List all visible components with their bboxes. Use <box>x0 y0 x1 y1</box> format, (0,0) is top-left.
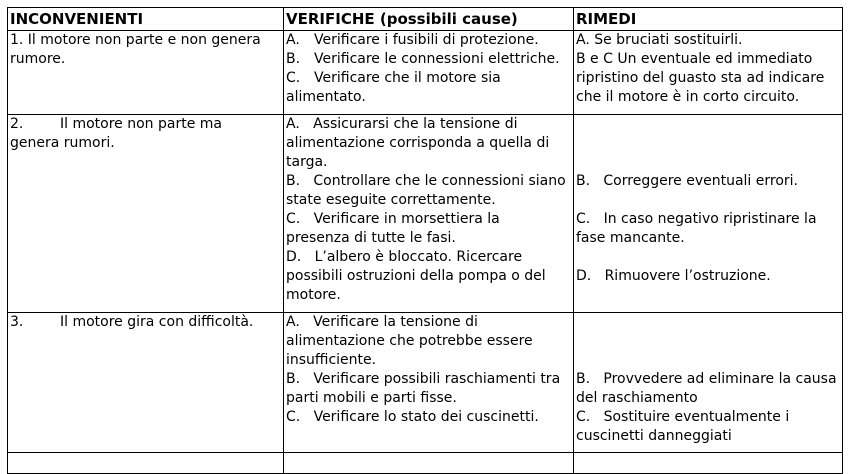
problem-text: Il motore non parte ma <box>60 116 222 132</box>
remedy-line: D. Rimuovere l’ostruzione. <box>576 268 771 284</box>
checks-cell <box>284 115 574 312</box>
header-inconvenienti: INCONVENIENTI <box>8 8 284 30</box>
checks-cell <box>284 453 574 473</box>
problem-cell <box>8 31 284 114</box>
remedies-cell <box>574 31 842 114</box>
remedy-line: A. Se bruciati sostituirli. <box>576 32 743 48</box>
check-line: targa. <box>286 154 328 170</box>
problem-line <box>10 115 281 134</box>
check-line <box>286 69 571 88</box>
problem-line: genera rumori. <box>10 135 115 151</box>
check-letter: A. <box>286 32 300 48</box>
header-verifiche: VERIFICHE (possibili cause) <box>284 8 574 30</box>
check-line: state eseguite correttamente. <box>286 192 496 208</box>
check-line: B. Verificare possibili raschiamenti tra <box>286 371 561 387</box>
remedy-line: C. Sostituire eventualmente i <box>576 409 790 425</box>
check-letter: C. <box>286 70 301 86</box>
remedy-line: che il motore è in corto circuito. <box>576 89 800 105</box>
table-row <box>8 115 842 313</box>
remedies-cell <box>574 313 842 452</box>
check-line: C. Verificare lo stato dei cuscinetti. <box>286 409 539 425</box>
problem-cell <box>8 453 284 473</box>
check-text: Verificare le connessioni elettriche. <box>314 51 560 67</box>
table-header-row <box>8 8 842 31</box>
table-row <box>8 313 842 453</box>
problem-line <box>10 313 281 332</box>
remedy-line: B e C Un eventuale ed immediato <box>576 51 813 67</box>
check-text: Verificare i fusibili di protezione. <box>314 32 539 48</box>
remedy-line: del raschiamento <box>576 390 698 406</box>
check-line: insufficiente. <box>286 352 377 368</box>
check-line <box>286 88 571 107</box>
remedy-line: cuscinetti danneggiati <box>576 428 732 444</box>
problem-cell <box>8 115 284 312</box>
remedies-cell <box>574 453 842 473</box>
troubleshooting-table <box>7 7 843 474</box>
remedy-line: ripristino del guasto sta ad indicare <box>576 70 825 86</box>
check-line: presenza di tutte le fasi. <box>286 230 456 246</box>
table-row <box>8 31 842 115</box>
check-line: A. Assicurarsi che la tensione di <box>286 116 518 132</box>
check-letter: B. <box>286 51 301 67</box>
checks-cell <box>284 313 574 452</box>
check-line: C. Verificare in morsettiera la <box>286 211 500 227</box>
check-line <box>286 50 571 69</box>
check-line <box>286 31 571 50</box>
remedy-line: B. Correggere eventuali errori. <box>576 173 799 189</box>
check-text: alimentato. <box>286 89 366 105</box>
remedy-line: fase mancante. <box>576 230 685 246</box>
check-line: B. Controllare che le connessioni siano <box>286 173 566 189</box>
remedies-cell <box>574 115 842 312</box>
problem-text: Il motore gira con difficoltà. <box>60 314 254 330</box>
check-line: D. L’albero è bloccato. Ricercare <box>286 249 523 265</box>
check-line: parti mobili e parti fisse. <box>286 390 457 406</box>
check-line: alimentazione corrisponda a quella di <box>286 135 550 151</box>
problem-number: 3. <box>10 314 24 330</box>
check-line: possibili ostruzioni della pompa o del <box>286 268 546 284</box>
problem-line: 1. Il motore non parte e non genera <box>10 32 261 48</box>
header-rimedi: RIMEDI <box>576 10 637 28</box>
check-text: Verificare che il motore sia <box>314 70 501 86</box>
problem-cell <box>8 313 284 452</box>
problem-line: rumore. <box>10 51 66 67</box>
table-row-partial <box>8 453 842 473</box>
check-line: A. Verificare la tensione di <box>286 314 478 330</box>
check-line: motore. <box>286 287 341 303</box>
remedy-line: C. In caso negativo ripristinare la <box>576 211 817 227</box>
problem-number: 2. <box>10 116 24 132</box>
check-line: alimentazione che potrebbe essere <box>286 333 533 349</box>
checks-cell <box>284 31 574 114</box>
remedy-line: B. Provvedere ad eliminare la causa <box>576 371 837 387</box>
